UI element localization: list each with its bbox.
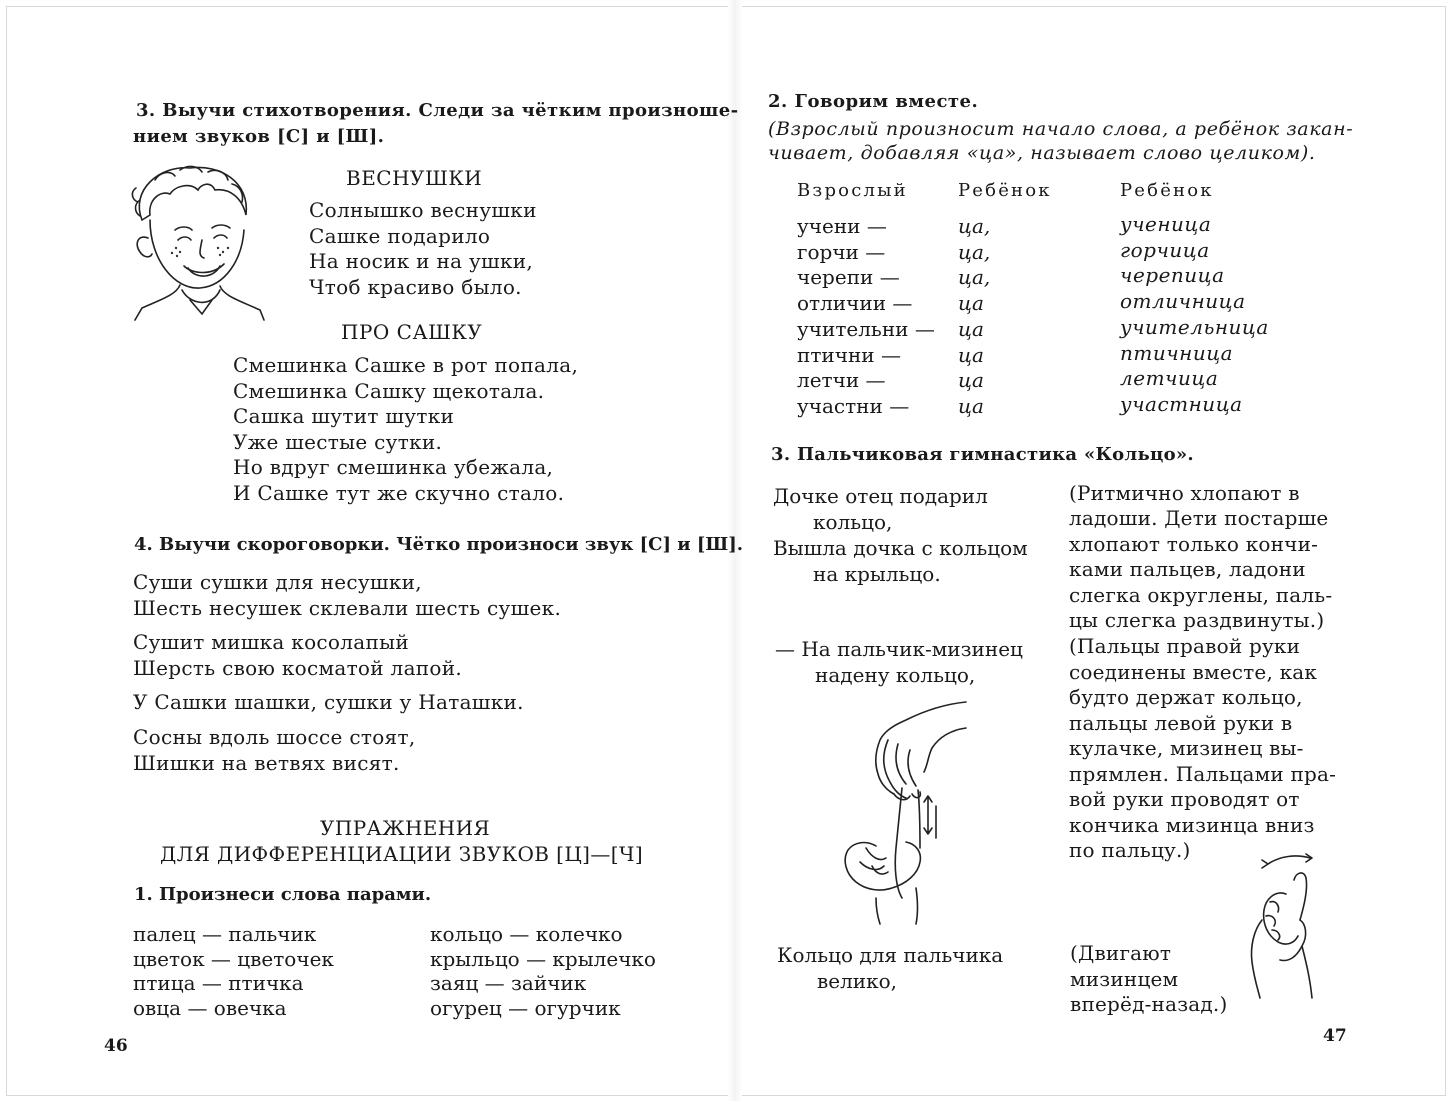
header-child-1: Ребёнок	[958, 180, 1052, 201]
instruction-line: (Пальцы правой руки	[1069, 634, 1301, 658]
instruction-line: (Двигают	[1070, 941, 1172, 965]
child-word-column	[1120, 212, 1269, 418]
hands-ring-illustration	[836, 698, 972, 926]
twister-line: У Сашки шашки, сушки у Наташки.	[133, 690, 524, 714]
instruction-line: кулачке, мизинец вы-	[1069, 736, 1304, 760]
tongue-twister-4	[133, 725, 416, 776]
poem-2-title: ПРО САШКУ	[341, 320, 483, 344]
pairs-right-column	[430, 922, 656, 1021]
exercise-4-title: 4. Выучи скороговорки. Чётко произноси звук [С] и [Ш].	[134, 534, 744, 555]
word-ending: ца	[958, 342, 984, 367]
poem-1-title: ВЕСНУШКИ	[346, 166, 483, 190]
tongue-twister-2	[133, 630, 462, 681]
word-start: участни —	[797, 393, 910, 418]
poem-1	[309, 198, 537, 300]
word-start: птични —	[797, 342, 901, 367]
header-adult: Взрослый	[797, 180, 908, 201]
full-word: отличница	[1120, 289, 1246, 314]
word-ending: ца	[958, 393, 984, 418]
pairs-left-column	[133, 922, 334, 1021]
poem-line: Смешинка Сашку щекотала.	[233, 378, 545, 403]
twister-line: Шесть несушек склевали шесть сушек.	[133, 595, 562, 620]
poem-line: На носик и на ушки,	[309, 249, 534, 274]
boy-illustration	[120, 160, 266, 322]
section-title-line2: ДЛЯ ДИФФЕРЕНЦИАЦИИ ЗВУКОВ [Ц]—[Ч]	[160, 842, 644, 866]
word-start: летчи —	[797, 368, 886, 393]
word-start: учени —	[797, 214, 887, 238]
instruction-line: пальцы левой руки в	[1069, 710, 1293, 735]
twister-line: Суши сушки для несушки,	[133, 570, 422, 594]
twister-line: Шерсть свою косматой лапой.	[133, 655, 463, 680]
twister-line: Шишки на ветвях висят.	[133, 750, 400, 775]
verse-line: Дочке отец подарил	[773, 484, 988, 508]
word-pair: птица — птичка	[133, 971, 304, 996]
instruction-line: цы слегка раздвинуты.)	[1069, 608, 1325, 633]
word-ending: ца	[958, 291, 984, 316]
word-start: отличии —	[797, 291, 913, 316]
word-ending: ца,	[958, 214, 991, 238]
instruction-line: будто держат кольцо,	[1069, 685, 1303, 709]
poem-line: Смешинка Сашке в рот попала,	[233, 353, 579, 377]
word-start: черепи —	[797, 265, 900, 290]
section-title-line1: УПРАЖНЕНИЯ	[320, 816, 491, 840]
word-pair: цветок — цветочек	[133, 946, 334, 971]
word-pair: кольцо — колечко	[430, 922, 623, 946]
instruction-2	[1069, 634, 1336, 864]
verse-3	[777, 942, 1003, 994]
verse-line: кольцо,	[813, 510, 893, 534]
tongue-twister-3	[133, 690, 524, 716]
pinky-hand-illustration	[1240, 850, 1340, 1000]
exercise-2-note-line2: чивает, добавляя «ца», называет слово целиком).	[768, 142, 1316, 164]
exercise-3-right-title: 3. Пальчиковая гимнастика «Кольцо».	[771, 444, 1194, 465]
word-ending: ца	[958, 316, 984, 341]
poem-line: Солнышко веснушки	[309, 198, 537, 222]
instruction-line: ладоши. Дети постарше	[1069, 506, 1329, 531]
instruction-line: соединены вместе, как	[1069, 659, 1318, 684]
instruction-line: кончика мизинца вниз	[1069, 812, 1315, 837]
page-number-right: 47	[1323, 1026, 1347, 1046]
word-pair: овца — овечка	[133, 996, 287, 1021]
exercise-1-title: 1. Произнеси слова парами.	[134, 884, 432, 905]
instruction-1	[1069, 481, 1332, 633]
full-word: черепица	[1120, 263, 1225, 288]
word-start: учительни —	[797, 316, 935, 341]
poem-line: Сашка шутит шутки	[233, 404, 455, 429]
child-ending-column	[958, 214, 990, 420]
tongue-twister-1	[133, 570, 561, 621]
poem-line: Сашке подарило	[309, 223, 491, 248]
instruction-line: вой руки проводят от	[1069, 787, 1300, 811]
full-word: горчица	[1120, 237, 1210, 262]
full-word: учительница	[1120, 314, 1269, 339]
verse-line: Кольцо для пальчика	[777, 943, 1004, 967]
word-pair: заяц — зайчик	[430, 971, 587, 996]
full-word: участница	[1120, 391, 1243, 416]
word-ending: ца,	[958, 239, 991, 264]
instruction-3	[1070, 941, 1228, 1018]
word-pair: крыльцо — крылечко	[430, 946, 656, 971]
instruction-line: вперёд-назад.)	[1070, 992, 1228, 1016]
instruction-line: (Ритмично хлопают в	[1069, 481, 1300, 505]
twister-line: Сушит мишка косолапый	[133, 630, 409, 654]
verse-line: велико,	[817, 969, 898, 993]
word-start: горчи —	[797, 239, 886, 264]
verse-line: — На пальчик-мизинец	[775, 637, 1023, 661]
page-number-left: 46	[104, 1036, 128, 1056]
full-word: летчица	[1120, 366, 1219, 391]
instruction-line: слегка округлены, паль-	[1069, 582, 1333, 607]
instruction-line: по пальцу.)	[1069, 838, 1191, 862]
exercise-2-title: 2. Говорим вместе.	[768, 91, 979, 112]
instruction-line: ками пальцев, ладони	[1069, 557, 1306, 582]
word-pair: палец — пальчик	[133, 922, 317, 946]
word-ending: ца,	[958, 265, 991, 290]
adult-column	[797, 214, 935, 420]
word-pair: огурец — огурчик	[430, 996, 621, 1021]
header-child-2: Ребёнок	[1120, 180, 1214, 201]
verse-line: надену кольцо,	[815, 663, 976, 687]
poem-line: Уже шестые сутки.	[233, 429, 443, 454]
exercise-3-title-line2: нием звуков [С] и [Ш].	[133, 126, 385, 147]
poem-line: Чтоб красиво было.	[309, 274, 522, 299]
exercise-2-note-line1: (Взрослый произносит начало слова, а ребёнок закан-	[768, 118, 1354, 140]
verse-line: Вышла дочка с кольцом	[773, 536, 1028, 560]
verse-1	[773, 483, 1028, 587]
poem-line: Но вдруг смешинка убежала,	[233, 455, 554, 480]
twister-line: Сосны вдоль шоссе стоят,	[133, 725, 416, 749]
verse-2	[775, 636, 1023, 688]
instruction-line: мизинцем	[1070, 966, 1179, 991]
instruction-line: прямлен. Пальцами пра-	[1069, 761, 1337, 786]
word-ending: ца	[958, 368, 984, 393]
full-word: птичница	[1120, 340, 1234, 365]
full-word: ученица	[1120, 212, 1212, 236]
poem-2	[233, 353, 578, 507]
instruction-line: хлопают только кончи-	[1069, 531, 1319, 556]
poem-line: И Сашке тут же скучно стало.	[233, 480, 565, 505]
exercise-3-title-line1: 3. Выучи стихотворения. Следи за чётким произноше-	[136, 100, 739, 121]
verse-line: на крыльцо.	[813, 562, 941, 586]
